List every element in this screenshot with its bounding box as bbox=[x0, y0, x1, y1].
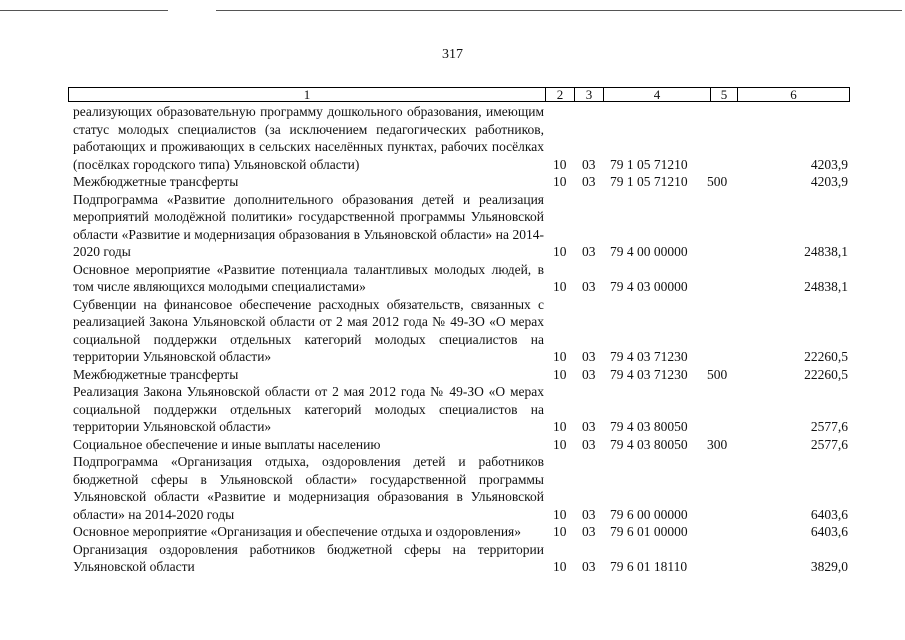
row-section: 10 bbox=[553, 524, 567, 539]
row-section: 10 bbox=[553, 419, 567, 434]
page-number: 317 bbox=[442, 47, 463, 62]
table-row bbox=[0, 436, 905, 454]
table-row bbox=[0, 191, 905, 261]
row-subsection: 03 bbox=[582, 174, 596, 189]
header-col-4: 4 bbox=[603, 88, 710, 101]
row-section: 10 bbox=[553, 244, 567, 259]
row-target-code: 79 4 03 00000 bbox=[610, 279, 688, 294]
row-section: 10 bbox=[553, 174, 567, 189]
row-subsection: 03 bbox=[582, 244, 596, 259]
header-col-2: 2 bbox=[545, 88, 574, 101]
table-row bbox=[0, 173, 905, 191]
row-subsection: 03 bbox=[582, 419, 596, 434]
row-target-code: 79 6 01 18110 bbox=[610, 559, 688, 574]
row-amount: 6403,6 bbox=[810, 506, 848, 522]
header-col-3: 3 bbox=[574, 88, 603, 101]
row-amount: 22260,5 bbox=[804, 349, 848, 364]
row-target-code: 79 6 01 00000 bbox=[610, 524, 688, 539]
row-subsection: 03 bbox=[582, 436, 596, 452]
row-description: реализующих образовательную программу дошкольного образования, имеющим статус молодых специалистов (за исключением педагогических работников, работающих и проживающих в сельских населённых пунктах, рабочих посёлках (посёлках городского типа) Ульяновской области) bbox=[73, 104, 544, 172]
row-section: 10 bbox=[553, 279, 567, 294]
row-target-code: 79 4 03 80050 bbox=[610, 436, 688, 452]
table-row bbox=[0, 541, 905, 576]
top-rule-right bbox=[216, 10, 902, 11]
row-section: 10 bbox=[553, 366, 567, 382]
row-section: 10 bbox=[553, 559, 567, 574]
table-body bbox=[0, 103, 905, 576]
row-description: Подпрограмма «Развитие дополнительного образования детей и реализация мероприятий молодёжной политики» государственной программы Ульяновской области «Развитие и модернизация образования в Ульяновской области» на 2014-2020 годы bbox=[73, 191, 544, 259]
row-description: Основное мероприятие «Развитие потенциала талантливых молодых людей, в том числе являющихся молодыми специалистами» bbox=[73, 261, 544, 294]
row-subsection: 03 bbox=[582, 156, 596, 172]
table-row bbox=[0, 103, 905, 173]
row-section: 10 bbox=[553, 156, 567, 172]
table-row bbox=[0, 261, 905, 296]
row-description: Межбюджетные трансферты bbox=[73, 366, 239, 382]
row-amount: 4203,9 bbox=[810, 156, 848, 172]
row-target-code: 79 4 03 71230 bbox=[610, 349, 688, 364]
table-row bbox=[0, 296, 905, 366]
row-description: Межбюджетные трансферты bbox=[73, 174, 239, 189]
row-amount: 22260,5 bbox=[804, 366, 848, 382]
row-subsection: 03 bbox=[582, 349, 596, 364]
row-amount: 2577,6 bbox=[810, 419, 848, 434]
row-subsection: 03 bbox=[582, 366, 596, 382]
table-row bbox=[0, 366, 905, 384]
row-amount: 3829,0 bbox=[810, 559, 848, 574]
header-col-1: 1 bbox=[303, 87, 311, 102]
row-target-code: 79 1 05 71210 bbox=[610, 156, 688, 172]
row-subsection: 03 bbox=[582, 559, 596, 574]
row-description: Социальное обеспечение и иные выплаты населению bbox=[73, 436, 381, 452]
row-description: Организация оздоровления работников бюджетной сферы на территории Ульяновской области bbox=[73, 541, 544, 574]
top-rule-left bbox=[0, 10, 168, 11]
row-amount: 24838,1 bbox=[804, 279, 848, 294]
row-amount: 24838,1 bbox=[804, 244, 848, 259]
row-description: Основное мероприятие «Организация и обеспечение отдыха и оздоровления» bbox=[73, 524, 522, 539]
table-row bbox=[0, 453, 905, 523]
row-description: Субвенции на финансовое обеспечение расходных обязательств, связанных с реализацией Закона Ульяновской области от 2 мая 2012 года № 49-ЗО «О мерах социальной поддержки отдельных категорий молодых специалистов на территории Ульяновской области» bbox=[73, 296, 544, 364]
row-amount: 2577,6 bbox=[810, 436, 848, 452]
row-section: 10 bbox=[553, 436, 567, 452]
row-subsection: 03 bbox=[582, 506, 596, 522]
row-subsection: 03 bbox=[582, 524, 596, 539]
row-amount: 6403,6 bbox=[810, 524, 848, 539]
row-amount: 4203,9 bbox=[810, 174, 848, 189]
table-row bbox=[0, 383, 905, 436]
header-col-5: 5 bbox=[710, 88, 737, 101]
table-row bbox=[0, 523, 905, 541]
row-expense-type: 500 bbox=[707, 174, 728, 189]
row-section: 10 bbox=[553, 349, 567, 364]
row-expense-type: 500 bbox=[707, 366, 728, 382]
row-target-code: 79 4 03 71230 bbox=[610, 366, 688, 382]
row-subsection: 03 bbox=[582, 279, 596, 294]
row-section: 10 bbox=[553, 506, 567, 522]
row-target-code: 79 1 05 71210 bbox=[610, 174, 688, 189]
row-description: Реализация Закона Ульяновской области от 2 мая 2012 года № 49-ЗО «О мерах социальной поддержки отдельных категорий молодых специалистов на территории Ульяновской области» bbox=[73, 384, 544, 434]
row-target-code: 79 6 00 00000 bbox=[610, 506, 688, 522]
row-description: Подпрограмма «Организация отдыха, оздоровления детей и работников бюджетной сферы в Ульяновской области» государственной программы Ульяновской области «Развитие и модернизация образования в Ульяновской области» на 2014-2020 годы bbox=[73, 454, 544, 522]
table-header bbox=[68, 87, 850, 102]
header-col-6: 6 bbox=[737, 88, 849, 101]
row-target-code: 79 4 00 00000 bbox=[610, 244, 688, 259]
row-expense-type: 300 bbox=[707, 436, 728, 452]
row-target-code: 79 4 03 80050 bbox=[610, 419, 688, 434]
